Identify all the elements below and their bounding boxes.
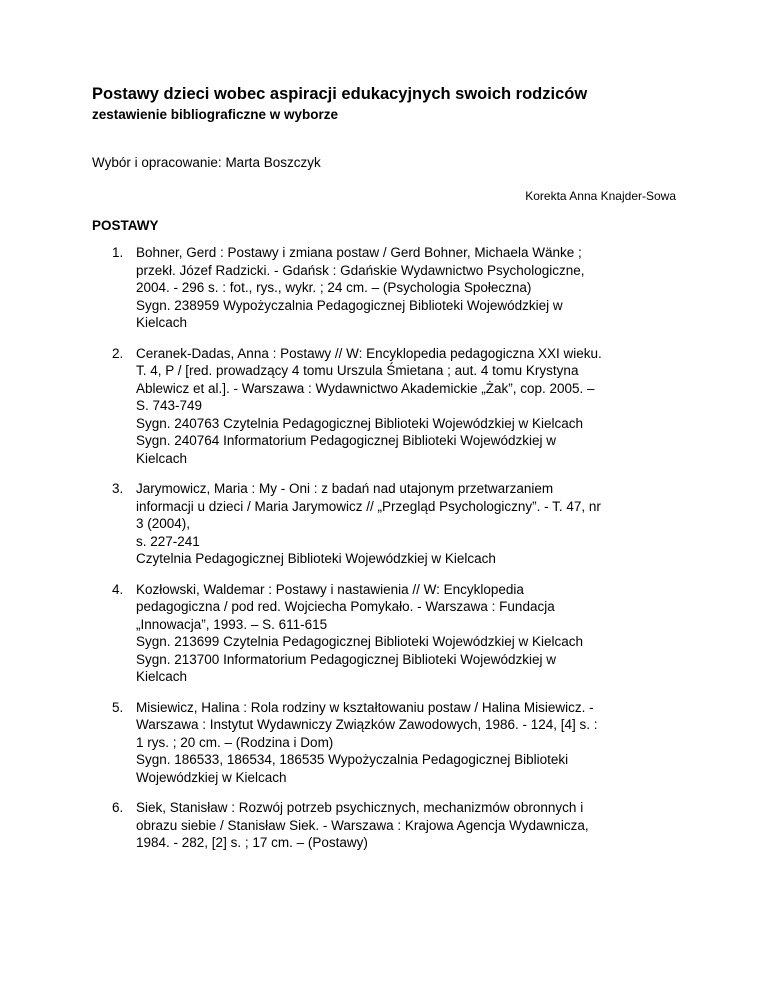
correction-credit: Korekta Anna Knajder-Sowa xyxy=(525,189,676,203)
bibliography-entry xyxy=(92,480,692,568)
entry-number: 3. xyxy=(112,481,124,496)
entry-line: Sygn. 240764 Informatorium Pedagogicznej Biblioteki Wojewódzkiej w xyxy=(136,433,556,448)
entry-line: Warszawa : Instytut Wydawniczy Związków Zawodowych, 1986. - 124, [4] s. : xyxy=(136,717,598,732)
entry-number: 1. xyxy=(112,245,124,260)
document-subtitle: zestawienie bibliograficzne w wyborze xyxy=(92,107,339,122)
entry-line: Misiewicz, Halina : Rola rodziny w kształtowaniu postaw / Halina Misiewicz. - xyxy=(136,699,594,715)
bibliography-entry xyxy=(92,244,692,332)
entry-line: Jarymowicz, Maria : My - Oni : z badań nad utajonym przetwarzaniem xyxy=(136,481,554,496)
entry-line: 3 (2004), xyxy=(136,516,191,531)
entry-number: 4. xyxy=(112,581,124,597)
entry-line: 1984. - 282, [2] s. ; 17 cm. – (Postawy) xyxy=(136,835,368,850)
entry-line: „Innowacja”, 1993. – S. 611-615 xyxy=(136,616,328,632)
document-title: Postawy dzieci wobec aspiracji edukacyjnych swoich rodziców xyxy=(92,85,588,103)
entry-line: Sygn. 238959 Wypożyczalnia Pedagogicznej Biblioteki Wojewódzkiej w xyxy=(136,297,563,313)
entry-line: Ceranek-Dadas, Anna : Postawy // W: Encyklopedia pedagogiczna XXI wieku. xyxy=(136,345,602,361)
entry-line: pedagogiczna / pod red. Wojciecha Pomykało. - Warszawa : Fundacja xyxy=(136,599,555,614)
entry-line: Kozłowski, Waldemar : Postawy i nastawienia // W: Encyklopedia xyxy=(136,581,524,597)
entry-line: obrazu siebie / Stanisław Siek. - Warszawa : Krajowa Agencja Wydawnicza, xyxy=(136,817,589,833)
entry-line: Bohner, Gerd : Postawy i zmiana postaw / Gerd Bohner, Michaela Wänke ; xyxy=(136,245,582,260)
entry-line: 2004. - 296 s. : fot., rys., wykr. ; 24 cm. – (Psychologia Społeczna) xyxy=(136,280,532,295)
entry-line: Wojewódzkiej w Kielcach xyxy=(136,769,287,785)
bibliography-list xyxy=(92,244,692,865)
entry-number: 6. xyxy=(112,800,124,815)
entry-line: Kielcach xyxy=(136,315,188,330)
entry-line: Sygn. 240763 Czytelnia Pedagogicznej Biblioteki Wojewódzkiej w Kielcach xyxy=(136,415,584,431)
entry-line: Sygn. 186533, 186534, 186535 Wypożyczalnia Pedagogicznej Biblioteki xyxy=(136,752,569,767)
entry-number: 5. xyxy=(112,699,124,715)
entry-line: Sygn. 213699 Czytelnia Pedagogicznej Biblioteki Wojewódzkiej w Kielcach xyxy=(136,634,584,649)
entry-line: Kielcach xyxy=(136,669,188,684)
compiler-credit: Wybór i opracowanie: Marta Boszczyk xyxy=(92,155,321,170)
entry-line: Ablewicz et al.]. - Warszawa : Wydawnictwo Akademickie „Żak”, cop. 2005. – xyxy=(136,380,595,396)
entry-line: 1 rys. ; 20 cm. – (Rodzina i Dom) xyxy=(136,734,334,750)
bibliography-entry xyxy=(92,699,692,787)
bibliography-entry xyxy=(92,799,692,852)
section-heading: POSTAWY xyxy=(92,218,159,233)
entry-line: S. 743-749 xyxy=(136,398,203,413)
entry-line: s. 227-241 xyxy=(136,533,200,549)
entry-line: Kielcach xyxy=(136,450,188,466)
entry-line: przekł. Józef Radzicki. - Gdańsk : Gdańskie Wydawnictwo Psychologiczne, xyxy=(136,262,585,278)
entry-line: Sygn. 213700 Informatorium Pedagogicznej Biblioteki Wojewódzkiej w xyxy=(136,651,556,667)
entry-number: 2. xyxy=(112,345,124,361)
entry-line: informacji u dzieci / Maria Jarymowicz // „Przegląd Psychologiczny”. - T. 47, nr xyxy=(136,498,601,514)
bibliography-entry xyxy=(92,581,692,686)
entry-line: Siek, Stanisław : Rozwój potrzeb psychicznych, mechanizmów obronnych i xyxy=(136,800,584,815)
entry-line: Czytelnia Pedagogicznej Biblioteki Wojewódzkiej w Kielcach xyxy=(136,551,496,566)
entry-line: T. 4, P / [red. prowadzący 4 tomu Urszula Śmietana ; aut. 4 tomu Krystyna xyxy=(136,363,579,378)
bibliography-entry xyxy=(92,345,692,468)
